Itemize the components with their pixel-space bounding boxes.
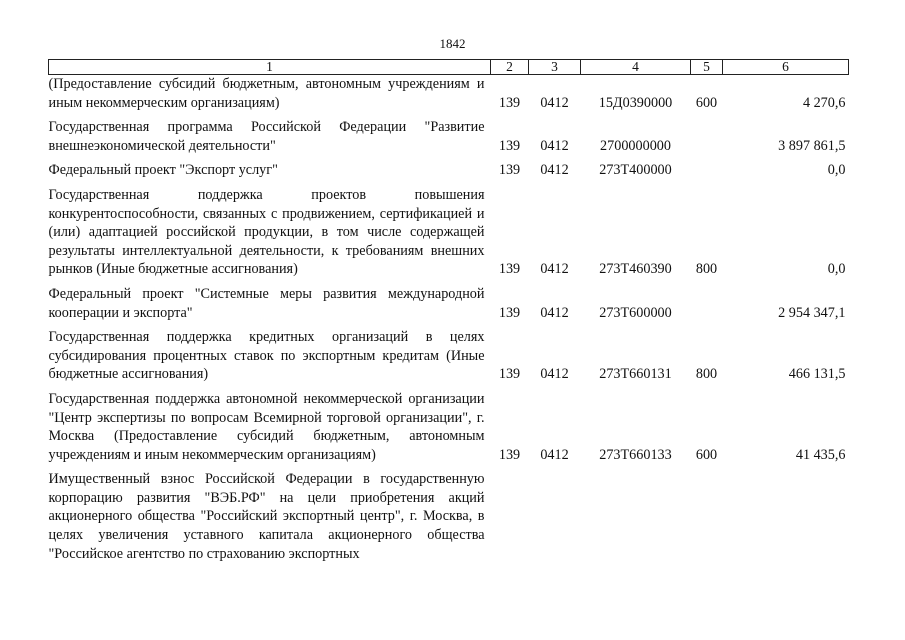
row-description: (Предоставление субсидий бюджетным, автономным учреждениям и иным некоммерческим организациям) (48, 76, 485, 111)
row-amount: 0,0 (827, 261, 846, 278)
table-row (49, 279, 849, 322)
header-col-2: 2 (491, 60, 529, 75)
row-amount: 2 954 347,1 (778, 304, 846, 321)
table-row (49, 180, 849, 279)
row-expense-type: 600 (695, 446, 718, 463)
row-amount: 466 131,5 (788, 366, 846, 383)
header-col-5: 5 (691, 60, 723, 75)
header-col-4: 4 (581, 60, 691, 75)
row-section-code: 0412 (540, 137, 569, 154)
page-number: 1842 (439, 36, 466, 51)
row-target-code: 15Д0390000 (598, 94, 673, 111)
row-section-code: 0412 (540, 366, 569, 383)
table-row (49, 464, 849, 563)
row-expense-type (691, 112, 723, 155)
row-target-code: 273Т600000 (599, 304, 672, 321)
row-target-code: 273Т460390 (599, 261, 672, 278)
row-section-code (529, 464, 581, 563)
row-target-code (581, 464, 691, 563)
row-description: Имущественный взнос Российской Федерации в государственную корпорацию развития "ВЭБ.РФ" на цели приобретения акций акционерного общества "Российский экспортный центр", г. Москва, в целях увеличения уставного капитала акционерного общества "Российское агентство по страхованию экспортных (48, 471, 485, 562)
row-section-code: 0412 (540, 94, 569, 111)
row-amount (723, 464, 849, 563)
row-amount: 0,0 (827, 162, 846, 179)
row-description: Государственная поддержка проектов повышения конкурентоспособности, связанных с продвижением, сертификацией и (или) адаптацией российской продукции, в том числе содержащей результаты интеллектуальной деятельности, к требованиям внешних рынков (Иные бюджетные ассигнования) (48, 186, 485, 278)
row-description: Федеральный проект "Системные меры развития международной кооперации и экспорта" (48, 285, 485, 321)
row-ministry-code: 139 (498, 137, 521, 154)
row-expense-type (691, 279, 723, 322)
row-ministry-code: 139 (498, 366, 521, 383)
row-ministry-code: 139 (498, 304, 521, 321)
row-section-code: 0412 (540, 162, 569, 179)
row-expense-type (691, 155, 723, 180)
row-expense-type: 800 (695, 366, 718, 383)
row-description: Государственная программа Российской Федерации "Развитие внешнеэкономической деятельности" (48, 119, 485, 154)
row-expense-type: 800 (695, 261, 718, 278)
row-target-code: 2700000000 (600, 137, 671, 154)
row-amount: 3 897 861,5 (778, 137, 846, 154)
row-amount: 41 435,6 (795, 446, 846, 463)
row-description: Государственная поддержка кредитных организаций в целях субсидирования процентных ставок по экспортным кредитам (Иные бюджетные ассигнования) (48, 329, 485, 383)
row-section-code: 0412 (540, 304, 569, 321)
row-target-code: 273Т400000 (599, 162, 672, 179)
row-ministry-code: 139 (498, 261, 521, 278)
table-row (49, 384, 849, 464)
row-description: Федеральный проект "Экспорт услуг" (48, 162, 278, 179)
header-col-6: 6 (723, 60, 849, 75)
row-section-code: 0412 (540, 261, 569, 278)
row-section-code: 0412 (540, 446, 569, 463)
table-row (49, 155, 849, 180)
budget-table (48, 59, 849, 563)
table-row (49, 75, 849, 113)
row-ministry-code: 139 (498, 446, 521, 463)
row-expense-type (691, 464, 723, 563)
row-target-code: 273Т660131 (599, 366, 672, 383)
row-ministry-code: 139 (498, 162, 521, 179)
row-amount: 4 270,6 (802, 94, 846, 111)
header-row (49, 60, 849, 75)
row-ministry-code: 139 (498, 94, 521, 111)
header-col-1: 1 (49, 60, 491, 75)
table-row (49, 112, 849, 155)
table-row (49, 322, 849, 384)
row-ministry-code (491, 464, 529, 563)
row-target-code: 273Т660133 (599, 446, 672, 463)
header-col-3: 3 (529, 60, 581, 75)
row-expense-type: 600 (695, 94, 718, 111)
row-description: Государственная поддержка автономной некоммерческой организации "Центр экспертизы по вопросам Всемирной торговой организации", г. Москва (Предоставление субсидий бюджетным, автономным учреждениям и иным некоммерческим организациям) (48, 390, 485, 463)
